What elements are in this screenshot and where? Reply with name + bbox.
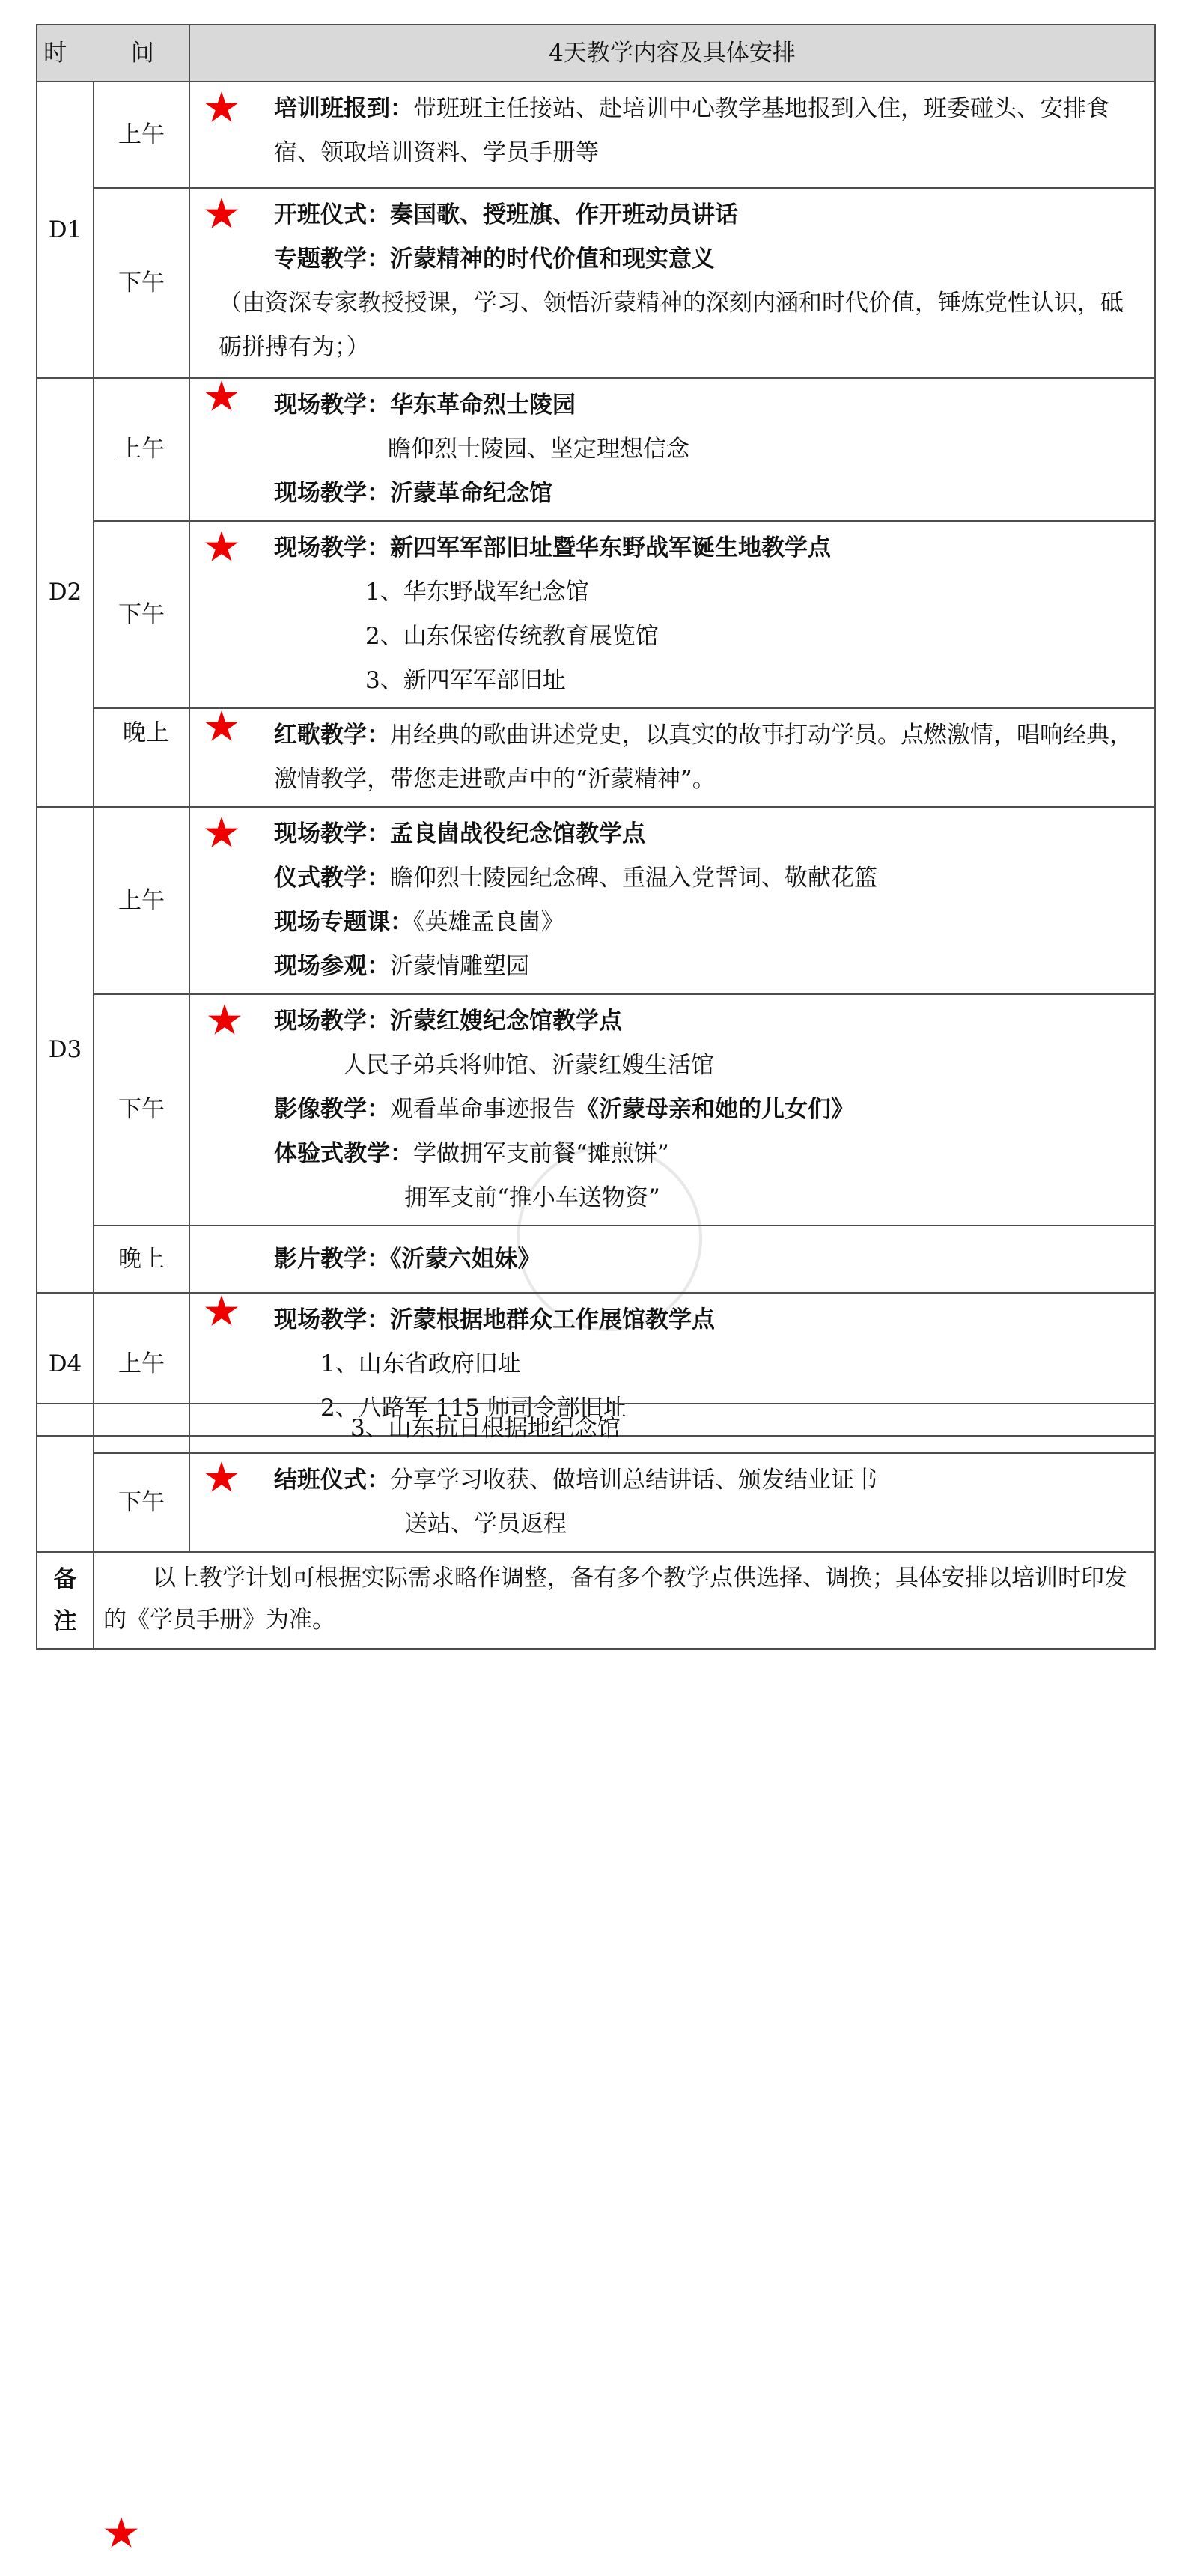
entry-line: 专题教学：沂蒙精神的时代价值和现实意义 — [274, 246, 716, 272]
d3-eve-content — [189, 1225, 1155, 1293]
entry-line: 现场教学：新四军军部旧址暨华东野战军诞生地教学点 — [274, 535, 832, 561]
entry-line: 拥军支前“推小车送物资” — [404, 1184, 660, 1211]
note-label: 备注 — [37, 1552, 94, 1649]
d1-am-row — [37, 82, 1155, 188]
list-item: 2、山东保密传统教育展览馆 — [365, 623, 659, 650]
d2-eve-content — [189, 708, 1155, 807]
header-time: 时 间 — [37, 25, 189, 82]
blank-cell — [37, 1404, 94, 1552]
header-row — [37, 25, 1155, 82]
cont-row — [37, 1404, 1155, 1453]
entry-line: 瞻仰烈士陵园、坚定理想信念 — [388, 436, 690, 463]
period-label: 上午 — [94, 82, 189, 188]
entry-line: 现场教学：孟良崮战役纪念馆教学点 — [274, 820, 646, 847]
d2-am-content — [189, 378, 1155, 521]
note-row — [37, 1552, 1155, 1649]
period-label: 上午 — [94, 378, 189, 521]
period-label: 下午 — [94, 1453, 189, 1552]
entry-note: （由资深专家教授授课，学习、领悟沂蒙精神的深刻内涵和时代价值，锤炼党性认识，砥砺拼搏有为；） — [219, 290, 1124, 361]
cont-content — [189, 1404, 1155, 1453]
entry-line: 体验式教学：学做拥军支前餐“摊煎饼” — [274, 1140, 669, 1167]
entry-line: 现场教学：沂蒙革命纪念馆 — [274, 480, 553, 507]
entry-line: 仪式教学：瞻仰烈士陵园纪念碑、重温入党誓词、敬献花篮 — [274, 865, 878, 892]
list-item: 3、山东抗日根据地纪念馆 — [350, 1414, 621, 1442]
entry-line: 现场教学：沂蒙根据地群众工作展馆教学点 — [274, 1306, 716, 1333]
entry-line: 结班仪式：分享学习收获、做培训总结讲话、颁发结业证书 — [274, 1467, 877, 1493]
header-content: 4天教学内容及具体安排 — [189, 25, 1155, 82]
star-icon — [105, 2517, 138, 2550]
day-label: D3 — [37, 807, 94, 1293]
list-item: 1、华东野战军纪念馆 — [365, 579, 589, 606]
d3-am-row — [37, 807, 1155, 994]
period-label: 上午 — [94, 807, 189, 994]
d2-eve-row — [37, 708, 1155, 807]
period-label: 下午 — [94, 188, 189, 378]
d2-pm-content — [189, 521, 1155, 708]
period-label: 上午 — [94, 1293, 189, 1436]
entry-text: 培训班报到：带班班主任接站、赴培训中心教学基地报到入住，班委碰头、安排食宿、领取培训资料、学员手册等 — [274, 95, 1110, 166]
period-label: 晚上 — [94, 1225, 189, 1293]
d2-am-row — [37, 378, 1155, 521]
entry-line: 现场专题课：《英雄孟良崮》 — [274, 909, 564, 936]
entry-line: 开班仪式：奏国歌、授班旗、作开班动员讲话 — [274, 201, 739, 228]
entry-line: 影片教学：《沂蒙六姐妹》 — [274, 1245, 541, 1273]
period-label: 下午 — [94, 521, 189, 708]
day-label: D1 — [37, 82, 94, 378]
period-label: 晚上 — [94, 708, 189, 807]
day-label: D4 — [37, 1293, 94, 1436]
day-label: D2 — [37, 378, 94, 807]
entry-line: 现场教学：沂蒙红嫂纪念馆教学点 — [274, 1008, 623, 1035]
d2-pm-row — [37, 521, 1155, 708]
schedule-table-continued — [36, 1403, 1156, 1650]
d3-pm-content — [189, 994, 1155, 1225]
entry-line: 人民子弟兵将帅馆、沂蒙红嫂生活馆 — [343, 1052, 715, 1079]
period-label: 下午 — [94, 994, 189, 1225]
entry-line: 送站、学员返程 — [404, 1511, 567, 1538]
list-item: 3、新四军军部旧址 — [365, 667, 566, 694]
entry-line: 现场教学：华东革命烈士陵园 — [274, 392, 576, 418]
d3-eve-row — [37, 1225, 1155, 1293]
cont-pm-content — [189, 1453, 1155, 1552]
entry-line: 影像教学：观看革命事迹报告《沂蒙母亲和她的儿女们》 — [274, 1096, 855, 1123]
list-item: 2、八路军 115 师司令部旧址 — [320, 1395, 627, 1422]
d3-am-content — [189, 807, 1155, 994]
d3-pm-row — [37, 994, 1155, 1225]
cont-pm-row — [37, 1453, 1155, 1552]
entry-text: 红歌教学：用经典的歌曲讲述党史，以真实的故事打动学员。点燃激情，唱响经典，激情教学，带您走进歌声中的“沂蒙精神”。 — [274, 722, 1133, 793]
blank-cell — [94, 1404, 189, 1453]
d1-pm-content — [189, 188, 1155, 378]
d1-pm-row — [37, 188, 1155, 378]
note-text: 以上教学计划可根据实际需求略作调整，备有多个教学点供选择、调换；具体安排以培训时印发的《学员手册》为准。 — [94, 1552, 1155, 1649]
d1-am-content — [189, 82, 1155, 188]
list-item: 1、山东省政府旧址 — [320, 1351, 521, 1377]
entry-line: 现场参观：沂蒙情雕塑园 — [274, 953, 530, 980]
schedule-table — [36, 24, 1156, 1437]
